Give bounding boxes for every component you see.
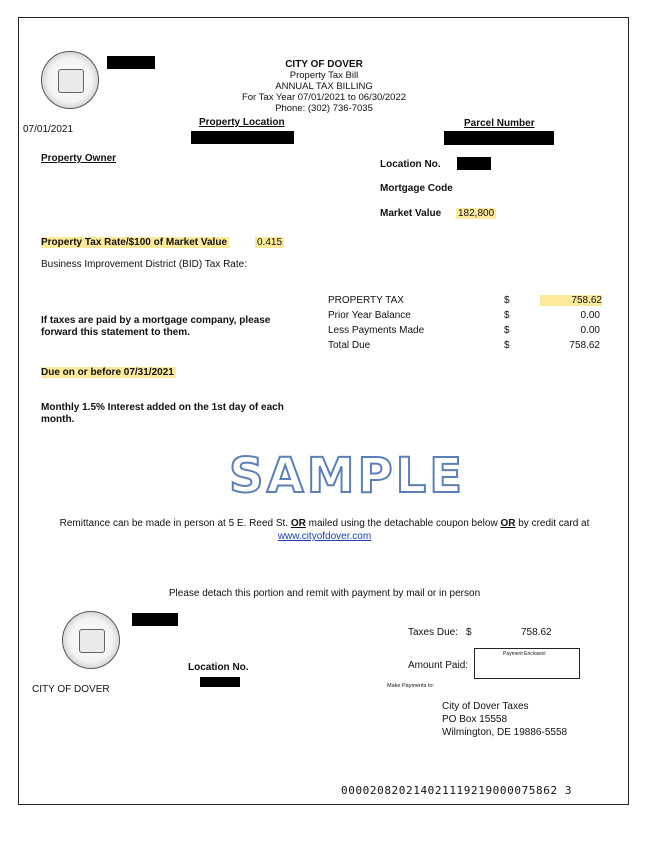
property-owner-label: Property Owner (41, 153, 117, 164)
tax-rate: 0.415 (257, 237, 283, 248)
city-seal-icon (41, 51, 99, 109)
amount-paid-label: Amount Paid: (408, 660, 469, 671)
redacted-coupon-location-no (200, 677, 240, 687)
charge-label-prior-year: Prior Year Balance (328, 310, 411, 321)
bill-date: 07/01/2021 (23, 124, 74, 135)
coupon-location-no-label: Location No. (188, 662, 249, 673)
taxes-due-amount: 758.62 (521, 627, 552, 638)
payment-enclosed-box[interactable] (474, 648, 580, 679)
charge-amount-prior-year: 0.00 (580, 310, 600, 321)
mortgage-note: If taxes are paid by a mortgage company, please forward this statement to them. (41, 315, 271, 338)
remittance-part-2: mailed using the detachable coupon below (308, 518, 498, 529)
bid-tax-rate-label: Business Improvement District (BID) Tax Rate: (41, 259, 247, 270)
mortgage-code-label: Mortgage Code (380, 183, 453, 194)
taxes-due-label: Taxes Due: (408, 627, 459, 638)
tax-rate-label: Property Tax Rate/$100 of Market Value (41, 237, 228, 248)
parcel-number-label: Parcel Number (464, 118, 535, 129)
payee-po-box: PO Box 15558 (442, 714, 508, 725)
remittance-or-1: OR (290, 518, 306, 529)
property-location-label: Property Location (199, 117, 285, 128)
coupon-city: CITY OF DOVER (32, 684, 110, 695)
header-tax-year: For Tax Year 07/01/2021 to 06/30/2022 (241, 92, 407, 103)
redacted-block (132, 613, 178, 626)
charge-amount-property-tax: 758.62 (540, 295, 602, 306)
header-phone: Phone: (302) 736-7035 (275, 103, 373, 114)
charge-currency: $ (504, 310, 510, 321)
payment-enclosed-label: Payment Enclosed: (503, 651, 547, 657)
remittance-part-3: by credit card at (518, 518, 590, 529)
interest-note: Monthly 1.5% Interest added on the 1st day of each month. (41, 402, 284, 425)
taxes-due-currency: $ (466, 627, 472, 638)
charge-label-property-tax: PROPERTY TAX (328, 295, 404, 306)
payee-name: City of Dover Taxes (442, 701, 529, 712)
header-billing: ANNUAL TAX BILLING (275, 81, 373, 92)
due-date: Due on or before 07/31/2021 (41, 367, 174, 378)
city-website-link[interactable]: www.cityofdover.com (277, 531, 372, 542)
redacted-parcel-number (444, 131, 554, 145)
tax-bill-page (18, 17, 629, 805)
charge-amount-payments: 0.00 (580, 325, 600, 336)
detach-note: Please detach this portion and remit with payment by mail or in person (168, 588, 481, 599)
remittance-or-2: OR (500, 518, 516, 529)
location-no-label: Location No. (380, 159, 441, 170)
redacted-location-no (457, 157, 491, 170)
payee-city-state-zip: Wilmington, DE 19886-5558 (442, 727, 568, 738)
market-value-label: Market Value (380, 208, 442, 219)
coupon-city-seal-icon (62, 611, 120, 669)
scanline-number: 000020820214021119219000075862 3 (341, 784, 573, 797)
charge-currency: $ (504, 340, 510, 351)
charge-label-payments: Less Payments Made (328, 325, 425, 336)
charge-label-total-due: Total Due (328, 340, 371, 351)
sample-watermark: SAMPLE (229, 448, 466, 504)
header-bill-type: Property Tax Bill (289, 70, 359, 81)
charge-currency: $ (504, 295, 510, 306)
redacted-block (107, 56, 155, 69)
market-value: 182,800 (458, 208, 495, 219)
remittance-text (19, 518, 630, 529)
charge-amount-total-due: 758.62 (569, 340, 600, 351)
redacted-property-location (191, 131, 294, 144)
make-payments-label: Make Payments to: (387, 683, 435, 689)
remittance-part-1: Remittance can be made in person at 5 E. Reed St. (59, 518, 289, 529)
header-city: CITY OF DOVER (285, 59, 363, 70)
charge-currency: $ (504, 325, 510, 336)
